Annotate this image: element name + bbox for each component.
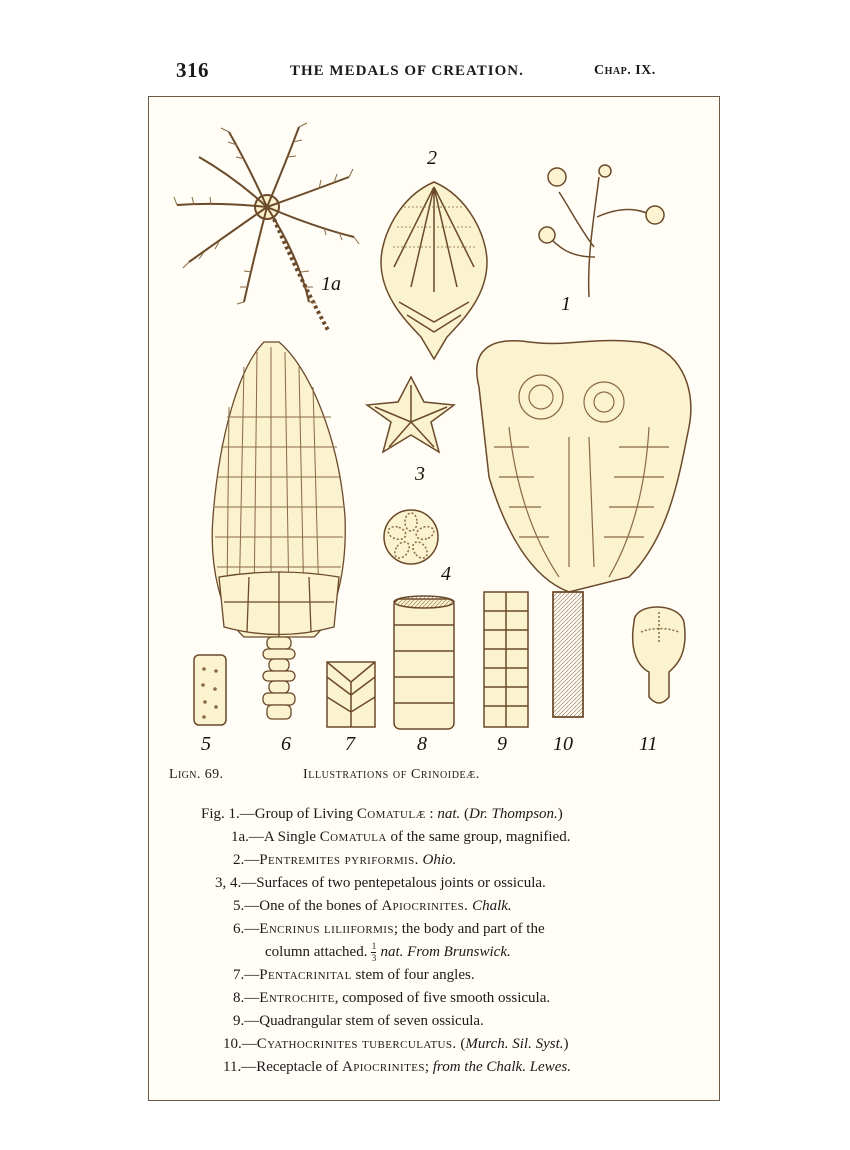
legend-fig-10 bbox=[223, 1033, 569, 1056]
legend-taxon: Apiocrinites bbox=[341, 1059, 425, 1075]
legend-fig-1 bbox=[201, 803, 563, 826]
legend-text: , composed of five smooth ossicula. bbox=[334, 990, 551, 1006]
figure-1-living-comatulae bbox=[539, 165, 664, 297]
figure-label-11: 11 bbox=[639, 733, 658, 755]
figure-11-receptacle bbox=[633, 607, 685, 703]
running-header bbox=[0, 0, 850, 90]
legend-num: 10.— bbox=[223, 1036, 257, 1052]
figure-label-4: 4 bbox=[441, 563, 451, 585]
legend-fig-6-cont bbox=[265, 941, 511, 964]
legend-taxon: Pentremites pyriformis. bbox=[259, 852, 419, 868]
legend-num: 7.— bbox=[233, 967, 260, 983]
legend-italic: nat. bbox=[437, 806, 461, 822]
legend-fig-8 bbox=[233, 987, 550, 1010]
plate-title: Illustrations of Crinoideæ. bbox=[303, 767, 480, 782]
legend-text: ) bbox=[563, 1036, 569, 1052]
legend-num: 2.— bbox=[233, 852, 260, 868]
legend-fig-2 bbox=[233, 849, 456, 872]
legend-text: ) bbox=[557, 806, 563, 822]
legend-fig-6 bbox=[233, 918, 545, 941]
figure-3-star-joint bbox=[367, 377, 454, 452]
legend-fig-3-4 bbox=[215, 872, 546, 895]
legend-num: 5.— bbox=[233, 898, 260, 914]
figure-6-encrinus bbox=[212, 342, 345, 719]
figure-5-bone bbox=[194, 655, 226, 725]
legend-text: Group of Living bbox=[254, 806, 357, 822]
legend-fig-1a bbox=[231, 826, 570, 849]
legend-italic: Murch. Sil. Syst. bbox=[465, 1036, 564, 1052]
figure-9-quadrangular-stem bbox=[484, 592, 528, 727]
legend-italic: Dr. Thompson. bbox=[469, 806, 558, 822]
legend-taxon: Comatula bbox=[319, 829, 387, 845]
figure-2-pentremites bbox=[381, 182, 487, 359]
legend-text: One of the bones of bbox=[259, 898, 382, 914]
figure-label-5: 5 bbox=[201, 733, 211, 755]
legend-num: 11.— bbox=[223, 1059, 257, 1075]
legend-italic: Lewes. bbox=[525, 1059, 571, 1075]
legend-text: of the same group, magnified. bbox=[386, 829, 571, 845]
figure-1a-comatula bbox=[174, 123, 359, 332]
figure-label-3: 3 bbox=[415, 463, 425, 485]
legend-num: 8.— bbox=[233, 990, 260, 1006]
figure-label-1: 1 bbox=[561, 293, 571, 315]
legend-num: 9.— bbox=[233, 1013, 260, 1029]
legend-text: Quadrangular stem of seven ossicula. bbox=[259, 1013, 484, 1029]
legend-taxon: Pentacrinital bbox=[259, 967, 352, 983]
figure-label-6: 6 bbox=[281, 733, 291, 755]
figure-label-1a: 1a bbox=[321, 273, 341, 295]
legend-num: 6.— bbox=[233, 921, 260, 937]
legend-text: column attached. bbox=[265, 944, 368, 960]
legend-text: Surfaces of two pentepetalous joints or ossicula. bbox=[256, 875, 546, 891]
figure-label-8: 8 bbox=[417, 733, 427, 755]
figure-label-7: 7 bbox=[345, 733, 355, 755]
fraction-numerator: 1 bbox=[371, 941, 377, 952]
legend-taxon: Comatulæ bbox=[356, 806, 426, 822]
legend-text: ( bbox=[460, 806, 470, 822]
figure-8-entrochite bbox=[394, 596, 454, 729]
legend-text: Receptacle of bbox=[256, 1059, 342, 1075]
legend-fig-7 bbox=[233, 964, 475, 987]
legend-taxon: Encrinus liliiformis bbox=[259, 921, 394, 937]
figure-label-9: 9 bbox=[497, 733, 507, 755]
legend-fig-11 bbox=[223, 1056, 571, 1079]
legend-text: A Single bbox=[263, 829, 320, 845]
running-title: THE MEDALS OF CREATION. bbox=[290, 63, 524, 79]
legend-num: Fig. 1.— bbox=[201, 806, 255, 822]
lign-number: Lign. 69. bbox=[169, 767, 224, 782]
legend-text: ; the body and part of the bbox=[393, 921, 545, 937]
legend-text: stem of four angles. bbox=[351, 967, 475, 983]
legend-italic: nat. bbox=[380, 944, 404, 960]
legend-taxon: Apiocrinites. bbox=[381, 898, 469, 914]
legend-taxon: Entrochite bbox=[259, 990, 335, 1006]
legend-num: 1a.— bbox=[231, 829, 264, 845]
legend-italic: Chalk. bbox=[472, 898, 512, 914]
legend-italic: Ohio. bbox=[422, 852, 457, 868]
legend-taxon: Cyathocrinites tuberculatus. bbox=[256, 1036, 457, 1052]
figure-label-2: 2 bbox=[427, 147, 437, 169]
page-number: 316 bbox=[176, 58, 209, 82]
legend-text: : bbox=[425, 806, 438, 822]
legend-fig-5 bbox=[233, 895, 512, 918]
chapter-label: Chap. IX. bbox=[594, 63, 656, 78]
legend-fig-9 bbox=[233, 1010, 484, 1033]
legend-italic: from the Chalk. bbox=[432, 1059, 526, 1075]
plate-frame bbox=[148, 96, 720, 1101]
legend-italic: From Brunswick. bbox=[403, 944, 511, 960]
figure-4-joint bbox=[384, 510, 438, 564]
figure-label-10: 10 bbox=[553, 733, 573, 755]
fraction-denominator: 3 bbox=[371, 953, 377, 964]
figure-7-pentacrinital-stem bbox=[327, 662, 375, 727]
legend-text: ; bbox=[424, 1059, 433, 1075]
legend-text: ( bbox=[456, 1036, 466, 1052]
legend-num: 3, 4.— bbox=[215, 875, 257, 891]
crinoid-illustration bbox=[149, 97, 721, 757]
fraction-one-third bbox=[371, 942, 376, 963]
